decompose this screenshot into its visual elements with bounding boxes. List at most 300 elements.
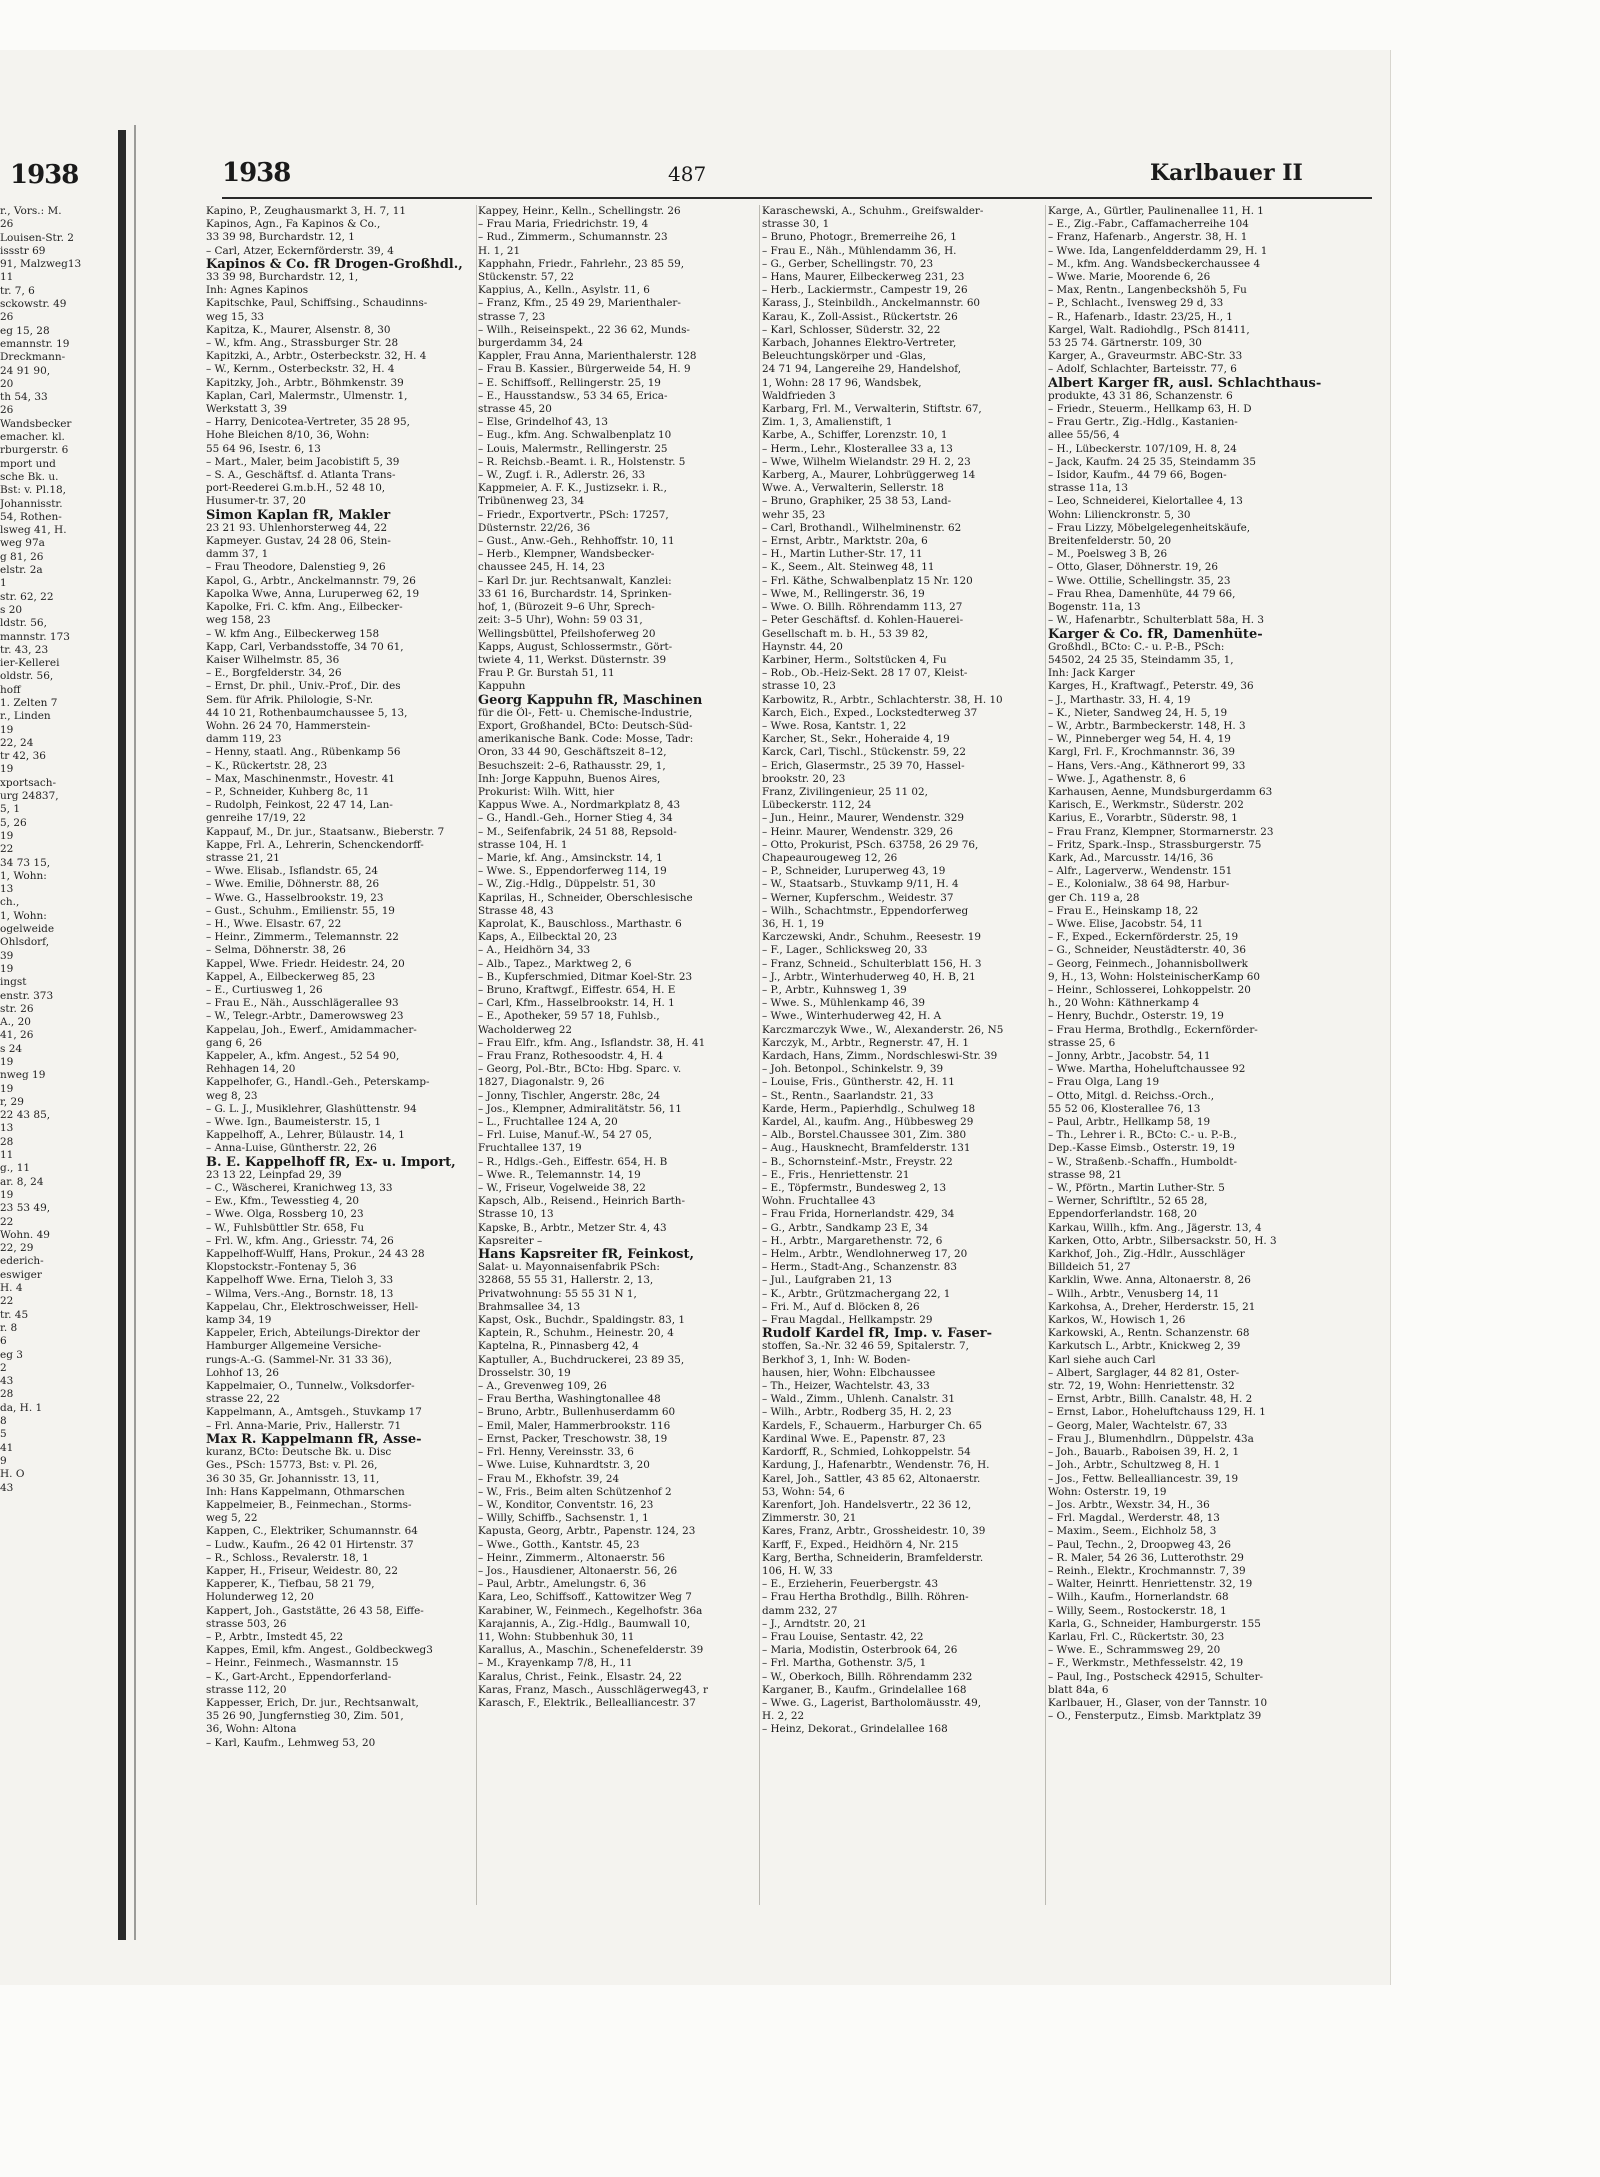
left-fragment-line: hoff — [0, 683, 21, 696]
directory-entry-line: – A., Heidhörn 34, 33 — [478, 944, 591, 957]
directory-entry-line: – Karl Dr. jur. Rechtsanwalt, Kanzlei: — [478, 574, 672, 587]
directory-entry-line: Kapmeyer. Gustav, 24 28 06, Stein- — [206, 535, 391, 548]
directory-entry-line: – E., Curtiusweg 1, 26 — [206, 983, 323, 996]
directory-entry-line: – R., Schloss., Revalerstr. 18, 1 — [206, 1551, 369, 1564]
directory-entry-line: Karklin, Wwe. Anna, Altonaerstr. 8, 26 — [1048, 1274, 1251, 1287]
left-fragment-line: 13 — [0, 883, 14, 896]
directory-entry-line: Privatwohnung: 55 55 31 N 1, — [478, 1287, 637, 1300]
left-page-year: 1938 — [10, 160, 79, 190]
left-fragment-line: eg 3 — [0, 1348, 23, 1361]
directory-entry-line: – M., Seifenfabrik, 24 51 88, Repsold- — [478, 825, 677, 838]
directory-entry-line: Kappelhoff, A., Lehrer, Bülaustr. 14, 1 — [206, 1129, 405, 1142]
directory-entry-line: – W., Friseur, Vogelweide 38, 22 — [478, 1182, 646, 1195]
left-fragment-line: 34 73 15, — [0, 856, 51, 869]
left-fragment-line: H. O — [0, 1468, 25, 1481]
directory-entry-line: – Wwe., Gotth., Kantstr. 45, 23 — [478, 1538, 640, 1551]
directory-entry-line: Dep.-Kasse Eimsb., Osterstr. 19, 19 — [1048, 1142, 1235, 1155]
left-fragment-line: r, 29 — [0, 1095, 24, 1108]
directory-entry-line: Karberg, A., Maurer, Lohbrüggerweg 14 — [762, 469, 976, 482]
directory-entry-line: Kaps, A., Eilbecktal 20, 23 — [478, 931, 618, 944]
left-fragment-line: A., 20 — [0, 1016, 31, 1029]
directory-entry-line: 35 26 90, Jungfernstieg 30, Zim. 501, — [206, 1710, 404, 1723]
directory-entry-line: rungs-A.-G. (Sammel-Nr. 31 33 36), — [206, 1353, 392, 1366]
directory-entry-line: – Wilma, Vers.-Ang., Bornstr. 18, 13 — [206, 1287, 394, 1300]
directory-entry-line: – P., Schneider, Kuhberg 8c, 11 — [206, 785, 370, 798]
directory-entry-line: – Harry, Denicotea-Vertreter, 35 28 95, — [206, 416, 410, 429]
directory-entry-line: 36, H. 1, 19 — [762, 917, 824, 930]
directory-entry-line: – Frl. Luise, Manuf.-W., 54 27 05, — [478, 1129, 652, 1142]
left-fragment-line: issstr 69 — [0, 244, 46, 257]
directory-entry-line: Berkhof 3, 1, Inh: W. Boden- — [762, 1353, 911, 1366]
directory-entry-line: – Paul, Ing., Postscheck 42915, Schulter- — [1048, 1670, 1264, 1683]
directory-entry-line: 1827, Diagonalstr. 9, 26 — [478, 1076, 605, 1089]
directory-entry-line: – W., Straßenb.-Schaffn., Humboldt- — [1048, 1155, 1237, 1168]
directory-entry-line: – Eug., kfm. Ang. Schwalbenplatz 10 — [478, 429, 672, 442]
directory-entry-line: Hohe Bleichen 8/10, 36, Wohn: — [206, 429, 370, 442]
left-fragment-line: 19 — [0, 962, 14, 975]
left-fragment-line: 22, 24 — [0, 736, 34, 749]
directory-entry-line: wehr 35, 23 — [762, 508, 826, 521]
directory-entry-line: Karau, K., Zoll-Assist., Rückertstr. 26 — [762, 310, 958, 323]
left-fragment-line: Bst: v. Pl.18, — [0, 484, 67, 497]
directory-entry-line: – Wwe, M., Rellingerstr. 36, 19 — [762, 587, 925, 600]
directory-entry-line: Karch, Eich., Exped., Lockstedterweg 37 — [762, 706, 978, 719]
directory-entry-line: – Franz, Kfm., 25 49 29, Marienthaler- — [478, 297, 681, 310]
header-rule — [222, 197, 1372, 199]
directory-entry-line: – Ernst, Arbtr., Billh. Canalstr. 48, H. 2 — [1048, 1393, 1253, 1406]
directory-entry-line: Frau P. Gr. Burstah 51, 11 — [478, 667, 615, 680]
directory-entry-line: – Werner, Kupferschm., Weidestr. 37 — [762, 891, 954, 904]
directory-entry-line: – Carl, Atzer, Eckernförderstr. 39, 4 — [206, 244, 394, 257]
directory-entry-line: – Frau Bertha, Washingtonallee 48 — [478, 1393, 661, 1406]
directory-entry-line: – Frau Gertr., Zig.-Hdlg., Kastanien- — [1048, 416, 1238, 429]
directory-entry-line: – Paul, Arbtr., Hellkamp 58, 19 — [1048, 1116, 1211, 1129]
directory-entry-line: str. 72, 19, Wohn: Henriettenstr. 32 — [1048, 1380, 1235, 1393]
directory-entry-line: – Wilh., Kaufm., Hornerlandstr. 68 — [1048, 1591, 1229, 1604]
directory-entry-line: – Frau M., Ekhofstr. 39, 24 — [478, 1472, 620, 1485]
left-fragment-line: sckowstr. 49 — [0, 298, 67, 311]
directory-entry-line: Kapusta, Georg, Arbtr., Papenstr. 124, 23 — [478, 1525, 696, 1538]
left-fragment-line: 22 — [0, 1295, 14, 1308]
directory-entry-line: Hamburger Allgemeine Versiche- — [206, 1340, 382, 1353]
directory-entry-line: kamp 34, 19 — [206, 1314, 272, 1327]
directory-entry-line: – Henry, Buchdr., Osterstr. 19, 19 — [1048, 1010, 1224, 1023]
directory-entry-line: kuranz, BCto: Deutsche Bk. u. Disc — [206, 1446, 392, 1459]
directory-entry-line: Albert Karger fR, ausl. Schlachthaus- — [1048, 376, 1322, 390]
directory-entry-line: – Frau Magdal., Hellkampstr. 29 — [762, 1314, 933, 1327]
directory-entry-line: – Rob., Ob.-Heiz-Sekt. 28 17 07, Kleist- — [762, 667, 968, 680]
directory-entry-line: Inh: Jorge Kappuhn, Buenos Aires, — [478, 772, 661, 785]
directory-entry-line: Wohn: Osterstr. 19, 19 — [1048, 1485, 1167, 1498]
left-fragment-line: r., Linden — [0, 710, 51, 723]
directory-entry-line: – E., Hausstandsw., 53 34 65, Erica- — [478, 389, 668, 402]
directory-entry-line: Karff, F., Exped., Heidhörn 4, Nr. 215 — [762, 1538, 959, 1551]
directory-entry-line: – Frau Frida, Hornerlandstr. 429, 34 — [762, 1208, 955, 1221]
directory-entry-line: H. 2, 22 — [762, 1710, 805, 1723]
directory-entry-line: – F., Lager., Schlicksweg 20, 33 — [762, 944, 928, 957]
directory-entry-line: – Reinh., Elektr., Krochmannstr. 7, 39 — [1048, 1564, 1246, 1577]
directory-entry-line: – W., Arbtr., Barmbeckerstr. 148, H. 3 — [1048, 719, 1246, 732]
directory-entry-line: brookstr. 20, 23 — [762, 772, 846, 785]
directory-entry-line: twiete 4, 11, Werkst. Düsternstr. 39 — [478, 653, 667, 666]
directory-entry-line: – Aug., Hausknecht, Bramfelderstr. 131 — [762, 1142, 971, 1155]
directory-entry-line: – W. kfm Ang., Eilbeckerweg 158 — [206, 627, 380, 640]
directory-entry-line: 33 39 98, Burchardstr. 12, 1 — [206, 231, 355, 244]
directory-entry-line: Kapske, B., Arbtr., Metzer Str. 4, 43 — [478, 1221, 667, 1234]
page-year: 1938 — [222, 158, 291, 188]
directory-entry-line: – P., Schneider, Luruperweg 43, 19 — [762, 865, 946, 878]
directory-entry-line: – Frau Herma, Brothdlg., Eckernförder- — [1048, 1023, 1258, 1036]
directory-entry-line: Kappelau, Chr., Elektroschweisser, Hell- — [206, 1300, 419, 1313]
directory-entry-line: – H., Wwe. Elsastr. 67, 22 — [206, 917, 342, 930]
directory-entry-line: – Heinr., Schlosserei, Lohkoppelstr. 20 — [1048, 983, 1251, 996]
directory-entry-line: – W., Zig.-Hdlg., Düppelstr. 51, 30 — [478, 878, 656, 891]
directory-entry-line: – Jonny, Tischler, Angerstr. 28c, 24 — [478, 1089, 661, 1102]
directory-entry-line: – Carl, Kfm., Hasselbrookstr. 14, H. 1 — [478, 997, 675, 1010]
directory-entry-line: – Erich, Glasermstr., 25 39 70, Hassel- — [762, 759, 965, 772]
left-fragment-line: lsweg 41, H. — [0, 524, 67, 537]
left-fragment-line: Louisen-Str. 2 — [0, 231, 74, 244]
directory-entry-line: – R. Reichsb.-Beamt. i. R., Holstenstr. 5 — [478, 455, 686, 468]
directory-entry-line: – Jack, Kaufm. 24 25 35, Steindamm 35 — [1048, 455, 1256, 468]
left-fragment-line: 22 — [0, 1215, 14, 1228]
directory-entry-line: – Max, Maschinenmstr., Hovestr. 41 — [206, 772, 395, 785]
left-fragment-line: da, H. 1 — [0, 1401, 43, 1414]
directory-entry-line: weg 5, 22 — [206, 1512, 258, 1525]
directory-entry-line: Kappen, C., Elektriker, Schumannstr. 64 — [206, 1525, 418, 1538]
directory-entry-line: – Mart., Maler, beim Jacobistift 5, 39 — [206, 455, 400, 468]
directory-entry-line: port-Reederei G.m.b.H., 52 48 10, — [206, 482, 386, 495]
directory-entry-line: 32868, 55 55 31, Hallerstr. 2, 13, — [478, 1274, 654, 1287]
left-fragment-line: 19 — [0, 1056, 14, 1068]
directory-entry-line: – Willy, Schiffb., Sachsenstr. 1, 1 — [478, 1512, 649, 1525]
left-fragment-line: 9 — [0, 1454, 7, 1467]
directory-entry-line: Karas, Franz, Masch., Ausschlägerweg43, r — [478, 1683, 708, 1696]
directory-entry-line: – Frl. Anna-Marie, Priv., Hallerstr. 71 — [206, 1419, 402, 1432]
left-fragment-line: H. 4 — [0, 1282, 23, 1295]
directory-entry-line: – Frl. Martha, Gothenstr. 3/5, 1 — [762, 1657, 927, 1670]
left-fragment-line: 19 — [0, 1082, 14, 1095]
directory-entry-line: – Wwe. J., Agathenstr. 8, 6 — [1048, 772, 1186, 785]
directory-entry-line: Karczyk, M., Arbtr., Regnerstr. 47, H. 1 — [762, 1036, 970, 1049]
column-separator — [1045, 205, 1046, 1905]
directory-entry-line: – Louis, Malermstr., Rellingerstr. 25 — [478, 442, 668, 455]
directory-entry-line: – Frau Olga, Lang 19 — [1048, 1076, 1160, 1089]
directory-entry-line: Beleuchtungskörper und -Glas, — [762, 350, 926, 363]
left-fragment-line: 41, 26 — [0, 1029, 34, 1042]
directory-entry-line: strasse 7, 23 — [478, 310, 546, 323]
directory-entry-line: – W., Hafenarbtr., Schulterblatt 58a, H. 3 — [1048, 614, 1264, 627]
directory-entry-line: Karass, J., Steinbildh., Anckelmannstr. 60 — [762, 297, 981, 310]
directory-entry-line: – Wwe. Marie, Moorende 6, 26 — [1048, 271, 1211, 284]
directory-entry-line: – Ernst, Packer, Treschowstr. 38, 19 — [478, 1432, 668, 1445]
directory-entry-line: Karcher, St., Sekr., Hoheraide 4, 19 — [762, 733, 950, 746]
directory-entry-line: – Gust., Schuhm., Emilienstr. 55, 19 — [206, 904, 395, 917]
directory-entry-line: strasse 22, 22 — [206, 1393, 280, 1406]
directory-entry-line: – Wwe. Ottilie, Schellingstr. 35, 23 — [1048, 574, 1231, 587]
directory-entry-line: – Hans, Maurer, Eilbeckerweg 231, 23 — [762, 271, 965, 284]
directory-entry-line: – Frau Franz, Rothesoodstr. 4, H. 4 — [478, 1050, 664, 1062]
directory-entry-line: Klopstockstr.-Fontenay 5, 36 — [206, 1261, 357, 1274]
left-fragment-line: s 20 — [0, 603, 23, 616]
directory-entry-line: – Wwe. O. Billh. Röhrendamm 113, 27 — [762, 601, 963, 614]
directory-entry-line: – Ernst, Labor., Hoheluftchauss 129, H. 1 — [1048, 1406, 1266, 1419]
left-fragment-line: str. 62, 22 — [0, 590, 54, 603]
directory-entry-line: – H., Arbtr., Margarethenstr. 72, 6 — [762, 1234, 943, 1247]
directory-entry-line: – O., Fensterputz., Eimsb. Marktplatz 39 — [1048, 1710, 1262, 1723]
directory-entry-line: 23 21 93. Uhlenhorsterweg 44, 22 — [206, 521, 388, 534]
directory-entry-line: Kappel, Wwe. Friedr. Heidestr. 24, 20 — [206, 957, 405, 970]
directory-entry-line: – Maxim., Seem., Eichholz 58, 3 — [1048, 1525, 1217, 1538]
directory-entry-line: Karla, G., Schneider, Hamburgerstr. 155 — [1048, 1617, 1261, 1630]
directory-entry-line: – Henny, staatl. Ang., Rübenkamp 56 — [206, 746, 401, 759]
directory-entry-line: – Jul., Laufgraben 21, 13 — [762, 1274, 892, 1287]
directory-entry-line: – P., Arbtr., Kuhnsweg 1, 39 — [762, 983, 907, 996]
directory-entry-line: – Frl. Henny, Vereinsstr. 33, 6 — [478, 1446, 634, 1459]
directory-entry-line: – W., Kernm., Osterbeckstr. 32, H. 4 — [206, 363, 395, 376]
directory-entry-line: – Carl, Brothandl., Wilhelminenstr. 62 — [762, 521, 962, 534]
directory-entry-line: Waldfrieden 3 — [762, 389, 836, 402]
directory-entry-line: Kappelmann, A., Amtsgeh., Stuvkamp 17 — [206, 1406, 422, 1419]
left-fragment-line: 43 — [0, 1375, 14, 1388]
directory-entry-line: 36 30 35, Gr. Johannisstr. 13, 11, — [206, 1472, 380, 1485]
directory-entry-line: – Joh., Bauarb., Raboisen 39, H. 2, 1 — [1048, 1446, 1240, 1459]
left-fragment-line: 5, 1 — [0, 803, 21, 816]
directory-entry-line: – W., Pinneberger weg 54, H. 4, 19 — [1048, 733, 1231, 746]
directory-entry-line: – Th., Heizer, Wachtelstr. 43, 33 — [762, 1380, 930, 1393]
directory-entry-line: – E. Schiffsoff., Rellingerstr. 25, 19 — [478, 376, 661, 389]
left-fragment-line: 19 — [0, 1188, 14, 1201]
directory-entry-line: – Frau B. Kassier., Bürgerweide 54, H. 9 — [478, 363, 691, 376]
directory-entry-line: H. 1, 21 — [478, 244, 521, 257]
directory-entry-line: – Emil, Maler, Hammerbrookstr. 116 — [478, 1419, 671, 1432]
left-fragment-line: 1, Wohn: — [0, 909, 47, 922]
directory-entry-line: Kaptelna, R., Pinnasberg 42, 4 — [478, 1340, 639, 1353]
directory-entry-line: für die Öl-, Fett- u. Chemische-Industrie, — [478, 706, 693, 719]
directory-entry-line: Wohn. Fruchtallee 43 — [762, 1195, 876, 1208]
directory-entry-line: Wwe. A., Verwalterin, Sellerstr. 18 — [762, 482, 944, 495]
left-fragment-line: Ohlsdorf, — [0, 936, 50, 949]
directory-entry-line: Oron, 33 44 90, Geschäftszeit 8–12, — [478, 746, 667, 759]
directory-entry-line: – Herm., Stadt-Ang., Schanzenstr. 83 — [762, 1261, 958, 1274]
directory-entry-line: Kargel, Walt. Radiohdlg., PSch 81411, — [1048, 323, 1250, 336]
directory-entry-line: Kappius, A., Kelln., Asylstr. 11, 6 — [478, 284, 650, 297]
directory-entry-line: Kappe, Frl. A., Lehrerin, Schenckendorff- — [206, 838, 424, 851]
directory-entry-line: Drosselstr. 30, 19 — [478, 1366, 571, 1379]
column-separator — [759, 205, 760, 1905]
directory-entry-line: Kapitschke, Paul, Schiffsing., Schaudinns- — [206, 297, 428, 310]
directory-entry-line: Karaschewski, A., Schuhm., Greifswalder- — [762, 205, 984, 217]
directory-entry-line: – Fri. M., Auf d. Blöcken 8, 26 — [762, 1300, 920, 1313]
directory-entry-line: – Ludw., Kaufm., 26 42 01 Hirtenstr. 37 — [206, 1538, 414, 1551]
directory-entry-line: Karken, Otto, Arbtr., Silbersackstr. 50, H. 3 — [1048, 1234, 1277, 1247]
directory-entry-line: – K., Rückertstr. 28, 23 — [206, 759, 328, 772]
directory-entry-line: Kaiser Wilhelmstr. 85, 36 — [206, 653, 340, 666]
directory-entry-line: Wohn: Lilienckronstr. 5, 30 — [1048, 508, 1191, 521]
directory-entry-line: – M., kfm. Ang. Wandsbeckerchaussee 4 — [1048, 257, 1261, 270]
directory-entry-line: Kaplan, Carl, Malermstr., Ulmenstr. 1, — [206, 389, 408, 402]
directory-entry-line: – Bruno, Arbtr., Bullenhuserdamm 60 — [478, 1406, 676, 1419]
directory-entry-line: – Wilh., Schachtmstr., Eppendorferweg — [762, 904, 969, 917]
directory-entry-line: strasse 503, 26 — [206, 1617, 287, 1630]
directory-entry-line: – Heinr., Zimmerm., Telemannstr. 22 — [206, 931, 399, 944]
directory-entry-line: 33 61 16, Burchardstr. 14, Sprinken- — [478, 587, 672, 600]
directory-entry-line: – Wwe. G., Lagerist, Bartholomäusstr. 49, — [762, 1696, 981, 1709]
left-fragment-line: urg 24837, — [0, 790, 59, 803]
directory-column-4 — [1048, 205, 1348, 1905]
left-fragment-line: 26 — [0, 311, 14, 324]
directory-entry-line: – Wwe., Winterhuderweg 42, H. A — [762, 1010, 942, 1023]
left-fragment-line: 22, 29 — [0, 1242, 34, 1255]
directory-entry-line: – Friedr., Exportvertr., PSch: 17257, — [478, 508, 669, 521]
left-fragment-line: 26 — [0, 218, 14, 231]
directory-entry-line: Karasch, F., Elektrik., Bellealliancestr. 37 — [478, 1696, 696, 1709]
left-fragment-line: 6 — [0, 1335, 7, 1348]
directory-entry-line: Kargl, Frl. F., Krochmannstr. 36, 39 — [1048, 746, 1236, 759]
directory-entry-line: 53 25 74. Gärtnerstr. 109, 30 — [1048, 337, 1202, 350]
directory-entry-line: Tribünenweg 23, 34 — [478, 495, 585, 508]
directory-entry-line: Prokurist: Wilh. Witt, hier — [478, 785, 615, 798]
directory-entry-line: Karabiner, W., Feinmech., Kegelhofstr. 36a — [478, 1604, 703, 1617]
directory-entry-line: Karl siehe auch Carl — [1048, 1353, 1156, 1366]
directory-entry-line: Sem. für Afrik. Philologie, S-Nr. — [206, 693, 374, 706]
directory-entry-line: Chapeaurougeweg 12, 26 — [762, 851, 898, 864]
directory-entry-line: – Alfr., Lagerverw., Wendenstr. 151 — [1048, 865, 1233, 878]
directory-entry-line: – Herm., Lehr., Klosterallee 33 a, 13 — [762, 442, 953, 455]
directory-entry-line: – G., Gerber, Schellingstr. 70, 23 — [762, 257, 934, 270]
directory-entry-line: – Jun., Heinr., Maurer, Wendenstr. 329 — [762, 812, 964, 825]
left-fragment-line: Wohn. 49 — [0, 1228, 50, 1241]
book-gutter — [118, 130, 126, 1940]
directory-entry-line: – Frau E., Näh., Ausschlägerallee 93 — [206, 997, 399, 1010]
directory-entry-line: – W., Pförtn., Martin Luther-Str. 5 — [1048, 1182, 1225, 1195]
directory-entry-line: Kapitza, K., Maurer, Alsenstr. 8, 30 — [206, 323, 391, 336]
directory-entry-line: Kaptuller, A., Buchdruckerei, 23 89 35, — [478, 1353, 685, 1366]
running-head: Karlbauer II — [1150, 160, 1303, 186]
directory-entry-line: – Otto, Glaser, Döhnerstr. 19, 26 — [1048, 561, 1219, 574]
directory-entry-line: Karbe, A., Schiffer, Lorenzstr. 10, 1 — [762, 429, 948, 442]
directory-entry-line: – Heinr., Zimmerm., Altonaerstr. 56 — [478, 1551, 666, 1564]
left-fragment-line: 11 — [0, 1149, 14, 1162]
directory-entry-line: – Frau Hertha Brothdlg., Billh. Röhren- — [762, 1591, 969, 1604]
directory-entry-line: – K., Arbtr., Grützmachergang 22, 1 — [762, 1287, 951, 1300]
directory-entry-line: – W., Fris., Beim alten Schützenhof 2 — [478, 1485, 672, 1498]
directory-entry-line: Lohhof 13, 26 — [206, 1366, 279, 1379]
directory-entry-line: – Frl. W., kfm. Ang., Griesstr. 74, 26 — [206, 1234, 394, 1247]
directory-entry-line: – Georg, Maler, Wachtelstr. 67, 33 — [1048, 1419, 1228, 1432]
directory-entry-line: – K., Seem., Alt. Steinweg 48, 11 — [762, 561, 935, 574]
directory-entry-line: – K., Nieter, Sandweg 24, H. 5, 19 — [1048, 706, 1228, 719]
directory-entry-line: – Paul, Arbtr., Amelungstr. 6, 36 — [478, 1578, 647, 1591]
directory-entry-line: weg 15, 33 — [206, 310, 265, 323]
directory-entry-line: – H., Martin Luther-Str. 17, 11 — [762, 548, 923, 561]
directory-entry-line: Zimmerstr. 30, 21 — [762, 1512, 857, 1525]
directory-entry-line: – Frl. Magdal., Werderstr. 48, 13 — [1048, 1512, 1220, 1525]
left-fragment-line: tr 42, 36 — [0, 750, 46, 763]
directory-entry-line: – M., Poelsweg 3 B, 26 — [1048, 548, 1168, 561]
directory-entry-line: – Bruno, Kraftwgf., Eiffestr. 654, H. E — [478, 983, 676, 996]
directory-entry-line: strasse 45, 20 — [478, 403, 552, 416]
directory-entry-line: Kapino, P., Zeughausmarkt 3, H. 7, 11 — [206, 205, 407, 217]
directory-entry-line: Karbarg, Frl. M., Verwalterin, Stiftstr. 67, — [762, 403, 982, 416]
directory-entry-line: strasse 30, 1 — [762, 218, 830, 231]
directory-entry-line: – Albert, Sarglager, 44 82 81, Oster- — [1048, 1366, 1240, 1379]
directory-entry-line: Karbiner, Herm., Soltstücken 4, Fu — [762, 653, 947, 666]
directory-entry-line: Kardels, F., Schauerm., Harburger Ch. 65 — [762, 1419, 982, 1432]
directory-entry-line: – Fritz, Spark.-Insp., Strassburgerstr. 75 — [1048, 838, 1262, 851]
directory-entry-line: Kappelmaier, O., Tunnelw., Volksdorfer- — [206, 1380, 415, 1393]
directory-entry-line: – B., Schornsteinf.-Mstr., Freystr. 22 — [762, 1155, 953, 1168]
directory-entry-line: Kapp, Carl, Verbandsstoffe, 34 70 61, — [206, 640, 404, 653]
directory-entry-line: – Isidor, Kaufm., 44 79 66, Bogen- — [1048, 469, 1227, 482]
directory-entry-line: – Joh., Arbtr., Schultzweg 8, H. 1 — [1048, 1459, 1221, 1472]
directory-entry-line: – Louise, Fris., Güntherstr. 42, H. 11 — [762, 1076, 955, 1089]
directory-entry-line: – K., Gart-Archt., Eppendorferland- — [206, 1670, 392, 1683]
directory-entry-line: Kapitzki, A., Arbtr., Osterbeckstr. 32, H. 4 — [206, 350, 427, 363]
directory-entry-line: – Jos., Hausdiener, Altonaerstr. 56, 26 — [478, 1564, 678, 1577]
directory-entry-line: – Bruno, Graphiker, 25 38 53, Land- — [762, 495, 952, 508]
directory-entry-line: amerikanische Bank. Code: Mosse, Tadr: — [478, 733, 694, 746]
directory-entry-line: Kappmeier, A. F. K., Justizsekr. i. R., — [478, 482, 667, 495]
directory-entry-line: – W., Oberkoch, Billh. Röhrendamm 232 — [762, 1670, 973, 1683]
left-fragment-line: 19 — [0, 829, 14, 842]
directory-entry-line: – H., Lübeckerstr. 107/109, H. 8, 24 — [1048, 442, 1237, 455]
directory-entry-line: Kardel, Al., kaufm. Ang., Hübbesweg 29 — [762, 1116, 974, 1129]
directory-entry-line: – Wwe. Luise, Kuhnardtstr. 3, 20 — [478, 1459, 650, 1472]
directory-entry-line: – J., Arbtr., Winterhuderweg 40, H. B, 21 — [762, 970, 976, 983]
directory-entry-line: – Wwe. S., Eppendorferweg 114, 19 — [478, 865, 667, 878]
left-fragment-line: Wandsbecker — [0, 417, 72, 430]
directory-entry-line: – B., Kupferschmied, Ditmar Koel-Str. 23 — [478, 970, 693, 983]
directory-entry-line: Kaprolat, K., Bauschloss., Marthastr. 6 — [478, 917, 682, 930]
directory-entry-line: – Wwe, Wilhelm Wielandstr. 29 H. 2, 23 — [762, 455, 971, 468]
directory-entry-line: – Karl, Kaufm., Lehmweg 53, 20 — [206, 1736, 376, 1749]
directory-entry-line: strasse 10, 23 — [762, 680, 836, 693]
directory-column-3 — [762, 205, 1044, 1905]
left-fragment-line: enstr. 373 — [0, 989, 54, 1002]
left-fragment-line: 91, Malzweg13 — [0, 258, 82, 271]
directory-entry-line: stoffen, Sa.-Nr. 32 46 59, Spitalerstr. 7, — [762, 1340, 969, 1353]
directory-entry-line: hausen, hier, Wohn: Elbchaussee — [762, 1366, 936, 1379]
left-fragment-line: oldstr. 56, — [0, 670, 54, 683]
left-page-fragments — [0, 205, 115, 1905]
left-fragment-line: Dreckmann- — [0, 351, 66, 364]
directory-entry-line: – E., Zig.-Fabr., Caffamacherreihe 104 — [1048, 218, 1249, 231]
directory-entry-line: strasse 98, 21 — [1048, 1168, 1122, 1181]
directory-entry-line: – Frau Maria, Friedrichstr. 19, 4 — [478, 218, 649, 231]
directory-entry-line: Karhausen, Aenne, Mundsburgerdamm 63 — [1048, 785, 1273, 798]
directory-entry-line: – Otto, Mitgl. d. Reichss.-Orch., — [1048, 1089, 1215, 1102]
left-fragment-line: weg 97a — [0, 537, 45, 550]
directory-entry-line: – Willy, Seem., Rostockerstr. 18, 1 — [1048, 1604, 1227, 1617]
directory-entry-line: – Frau Rhea, Damenhüte, 44 79 66, — [1048, 587, 1236, 600]
directory-entry-line: – G., Handl.-Geh., Horner Stieg 4, 34 — [478, 812, 673, 825]
directory-entry-line: – Helm., Arbtr., Wendlohnerweg 17, 20 — [762, 1248, 968, 1261]
directory-entry-line: B. E. Kappelhoff fR, Ex- u. Import, — [206, 1155, 456, 1169]
directory-entry-line: Karel, Joh., Sattler, 43 85 62, Altonaerstr. — [762, 1472, 981, 1485]
directory-entry-line: ger Ch. 119 a, 28 — [1048, 891, 1140, 904]
directory-entry-line: Max R. Kappelmann fR, Asse- — [206, 1432, 422, 1447]
directory-entry-line: Besuchszeit: 2–6, Rathausstr. 29, 1, — [478, 759, 666, 772]
left-fragment-line: rburgerstr. 6 — [0, 444, 69, 457]
directory-entry-line: – Frl. Käthe, Schwalbenplatz 15 Nr. 120 — [762, 574, 973, 587]
left-fragment-line: nweg 19 — [0, 1069, 46, 1082]
directory-entry-line: Kapolke, Fri. C. kfm. Ang., Eilbecker- — [206, 601, 403, 614]
directory-entry-line: 24 71 94, Langereihe 29, Handelshof, — [762, 363, 962, 376]
left-fragment-line: 8 — [0, 1415, 7, 1428]
directory-entry-line: Billdeich 51, 27 — [1048, 1261, 1131, 1274]
directory-entry-line: Kapolka Wwe, Anna, Luruperweg 62, 19 — [206, 587, 420, 600]
